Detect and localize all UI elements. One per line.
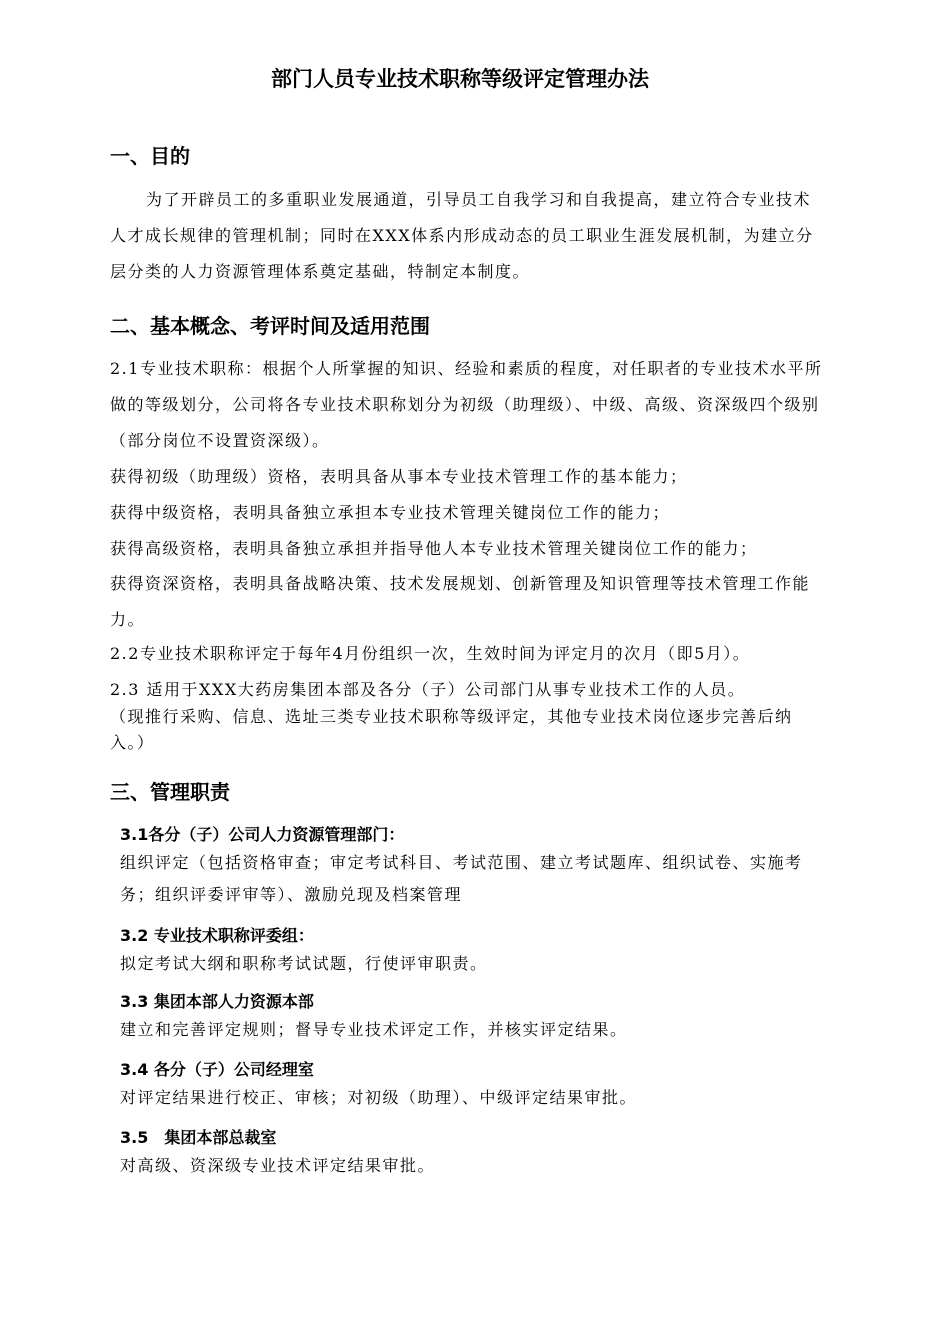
responsibility-title-group-hr: 3.3 集团本部人力资源本部 [120,992,314,1011]
paragraph-2-3-note: （现推行采购、信息、选址三类专业技术职称等级评定，其他专业技术岗位逐步完善后纳入。） [110,707,793,752]
level-item-expert: 获得资深资格，表明具备战略决策、技术发展规划、创新管理及知识管理等技术管理工作能力。 [110,574,811,629]
section-heading-concepts: 二、基本概念、考评时间及适用范围 [110,314,430,338]
section-heading-purpose: 一、目的 [110,144,190,168]
level-item-senior: 获得高级资格，表明具备独立承担并指导他人本专业技术管理关键岗位工作的能力； [110,539,758,558]
responsibility-text-review-panel: 拟定考试大纲和职称考试试题，行使评审职责。 [120,954,488,973]
responsibility-text-hr-dept: 组织评定（包括资格审查；审定考试科目、考试范围、建立考试题库、组织试卷、实施考务；组织评委评审等）、激励兑现及档案管理 [120,853,803,904]
level-item-intermediate: 获得中级资格，表明具备独立承担本专业技术管理关键岗位工作的能力； [110,503,671,522]
responsibility-title-manager-office: 3.4 各分（子）公司经理室 [120,1060,314,1079]
responsibility-title-president-office: 3.5 集团本部总裁室 [120,1128,277,1147]
section-heading-responsibilities: 三、管理职责 [110,780,230,804]
level-item-junior: 获得初级（助理级）资格，表明具备从事本专业技术管理工作的基本能力； [110,467,688,486]
responsibility-text-manager-office: 对评定结果进行校正、审核；对初级（助理）、中级评定结果审批。 [120,1088,638,1107]
responsibility-text-group-hr: 建立和完善评定规则；督导专业技术评定工作，并核实评定结果。 [120,1020,628,1039]
paragraph-2-1: 2.1专业技术职称：根据个人所掌握的知识、经验和素质的程度，对任职者的专业技术水平所做的等级划分，公司将各专业技术职称划分为初级（助理级）、中级、高级、资深级四个级别（部分岗位不设置资深级）。 [110,359,823,450]
responsibility-text-president-office: 对高级、资深级专业技术评定结果审批。 [120,1156,436,1175]
responsibility-title-review-panel: 3.2 专业技术职称评委组： [120,926,314,945]
responsibility-title-hr-dept: 3.1各分（子）公司人力资源管理部门： [120,825,405,844]
document-title: 部门人员专业技术职称等级评定管理办法 [271,67,649,91]
purpose-paragraph: 为了开辟员工的多重职业发展通道，引导员工自我学习和自我提高，建立符合专业技术人才成长规律的管理机制；同时在XXX体系内形成动态的员工职业生涯发展机制，为建立分层分类的人力资源管理体系奠定基础，特制定本制度。 [110,190,814,281]
paragraph-2-3: 2.3 适用于XXX大药房集团本部及各分（子）公司部门从事专业技术工作的人员。 [110,680,746,699]
paragraph-2-2: 2.2专业技术职称评定于每年4月份组织一次，生效时间为评定月的次月（即5月）。 [110,644,751,663]
